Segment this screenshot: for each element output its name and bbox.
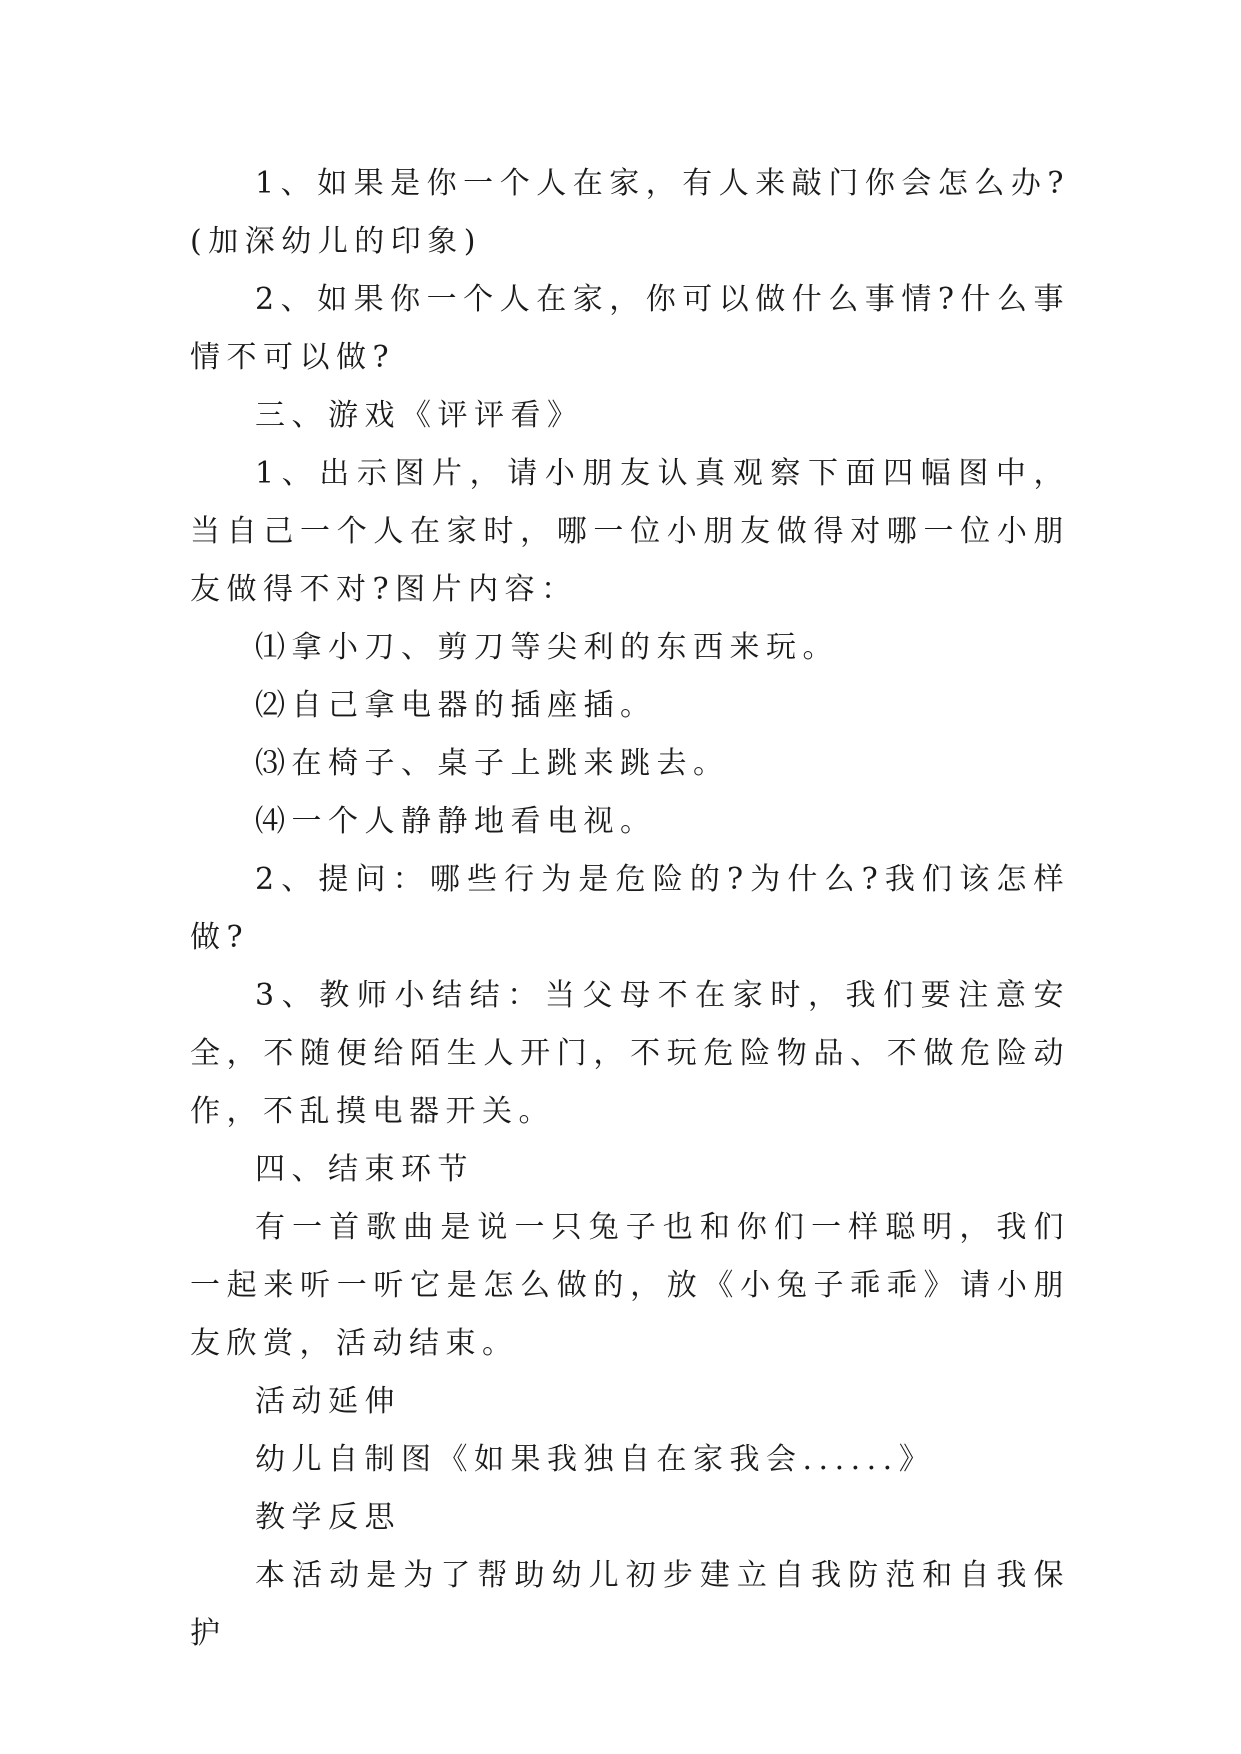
paragraph-extension-drawing: 幼儿自制图《如果我独自在家我会......》 — [255, 1442, 936, 1477]
section-heading-game: 三、游戏《评评看》 — [255, 398, 584, 433]
list-item-picture-2: ⑵自己拿电器的插座插。 — [255, 688, 657, 723]
list-item-picture-3: ⑶在椅子、桌子上跳来跳去。 — [255, 746, 730, 781]
paragraph-question-knock-door: 1、如果是你一个人在家，有人来敲门你会怎么办?(加深幼儿的印象) — [190, 166, 1070, 259]
section-heading-ending: 四、结束环节 — [255, 1152, 474, 1187]
paragraph-question-alone-activities: 2、如果你一个人在家，你可以做什么事情?什么事情不可以做? — [190, 282, 1070, 375]
paragraph-reflection: 本活动是为了帮助幼儿初步建立自我防范和自我保护 — [190, 1558, 1070, 1651]
paragraph-song: 有一首歌曲是说一只兔子也和你们一样聪明，我们一起来听一听它是怎么做的，放《小兔子乖乖》请小朋友欣赏，活动结束。 — [190, 1210, 1070, 1361]
section-heading-reflection: 教学反思 — [255, 1500, 401, 1535]
paragraph-teacher-summary: 3、教师小结结：当父母不在家时，我们要注意安全，不随便给陌生人开门，不玩危险物品、不做危险动作，不乱摸电器开关。 — [190, 978, 1070, 1129]
paragraph-questions-danger: 2、提问：哪些行为是危险的?为什么?我们该怎样做? — [190, 862, 1070, 955]
list-item-picture-1: ⑴拿小刀、剪刀等尖利的东西来玩。 — [255, 630, 839, 665]
section-heading-extension: 活动延伸 — [255, 1384, 401, 1419]
list-item-picture-4: ⑷一个人静静地看电视。 — [255, 804, 657, 839]
document-body — [190, 155, 1070, 1663]
paragraph-show-pictures: 1、出示图片，请小朋友认真观察下面四幅图中，当自己一个人在家时，哪一位小朋友做得对哪一位小朋友做得不对?图片内容： — [190, 456, 1070, 607]
